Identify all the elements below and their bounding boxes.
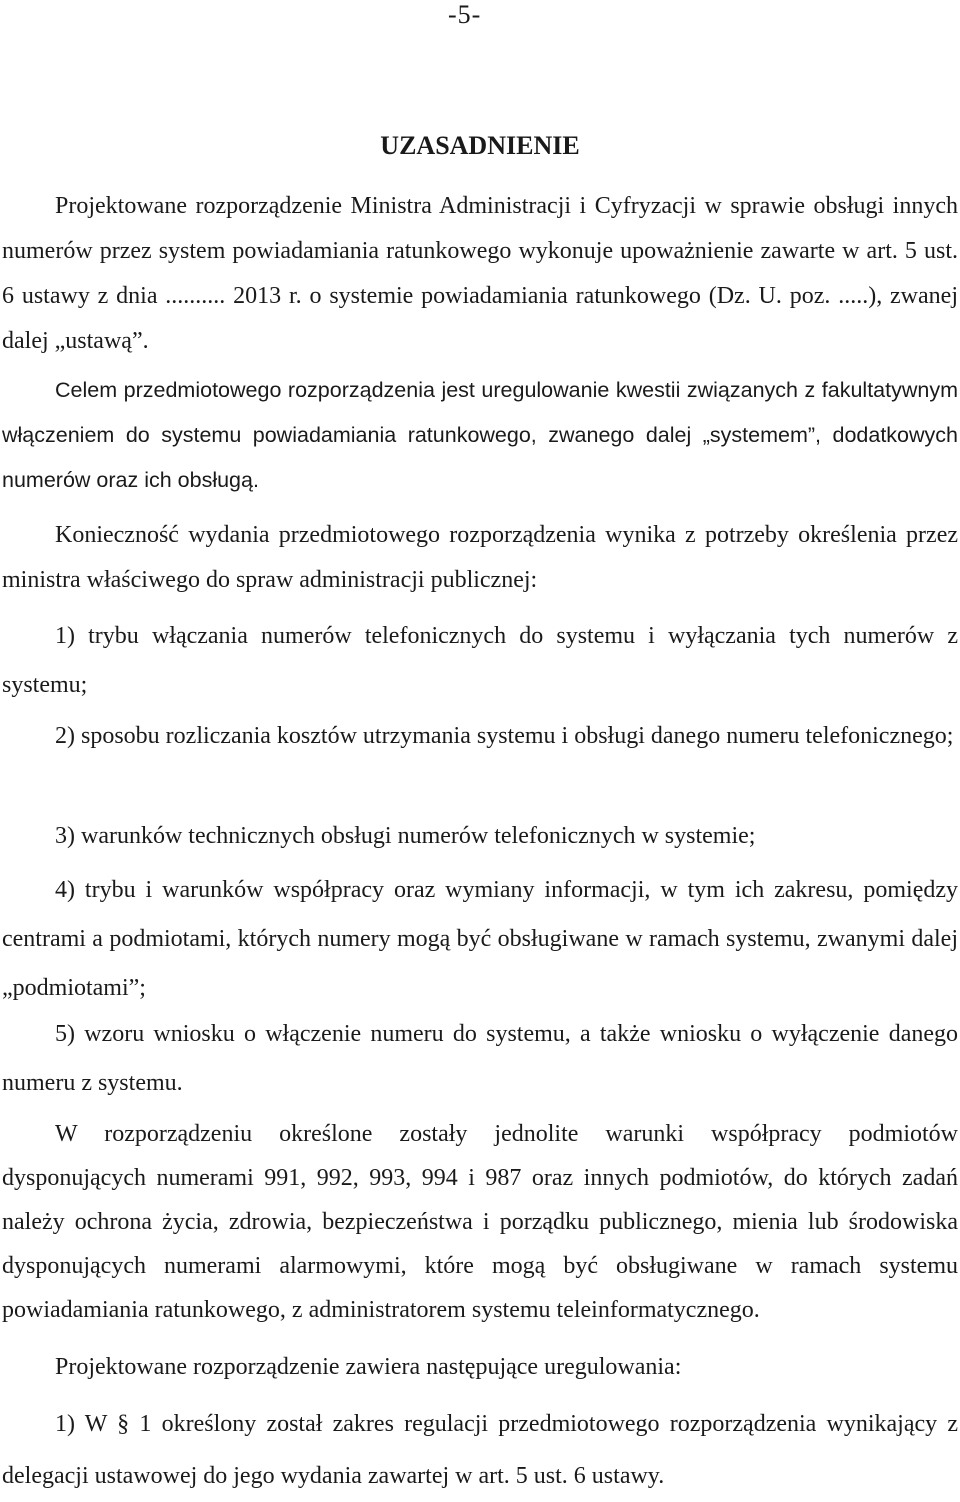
paragraph-rules: W rozporządzeniu określone zostały jednolite warunki współpracy podmiotów dysponujących numerami 991, 992, 993, 994 i 987 oraz innych podmiotów, do których zadań należy ochrona życia, zdrowia, bezpieczeństwa i porządku publicznego, mienia lub środowiska dysponujących numerami alarmowymi, które mogą być obsługiwane w ramach systemu powiadamiania ratunkowego, z administratorem systemu teleinformatycznego. <box>2 1121 958 1323</box>
paragraph-necessity: Konieczność wydania przedmiotowego rozporządzenia wynika z potrzeby określenia przez ministra właściwego do spraw administracji publicznej: <box>2 522 958 593</box>
list-item: 2) sposobu rozliczania kosztów utrzymania systemu i obsługi danego numeru telefonicznego; <box>55 723 954 749</box>
list-item: 5) wzoru wniosku o włączenie numeru do systemu, a także wniosku o wyłączenie danego numeru z systemu. <box>2 1021 958 1096</box>
list-item: 4) trybu i warunków współpracy oraz wymiany informacji, w tym ich zakresu, pomiędzy centrami a podmiotami, których numery mogą być obsługiwane w ramach systemu, zwanymi dalej „podmiotami”; <box>2 877 958 1001</box>
document-title: UZASADNIENIE <box>380 131 580 160</box>
paragraph-regulations-intro: Projektowane rozporządzenie zawiera następujące uregulowania: <box>55 1354 682 1380</box>
paragraph-intro: Projektowane rozporządzenie Ministra Administracji i Cyfryzacji w sprawie obsługi innych numerów przez system powiadamiania ratunkowego wykonuje upoważnienie zawarte w art. 5 ust. 6 ustawy z dnia .......... 2013 r. o systemie powiadamiania ratunkowego (Dz. U. poz. .....), zwanej dalej „ustawą”. <box>2 193 958 354</box>
list-item: 3) warunków technicznych obsługi numerów telefonicznych w systemie; <box>55 823 756 849</box>
list-item: 1) trybu włączania numerów telefonicznych do systemu i wyłączania tych numerów z systemu; <box>2 623 958 698</box>
list-item: 1) W § 1 określony został zakres regulacji przedmiotowego rozporządzenia wynikający z delegacji ustawowej do jego wydania zawartej w art. 5 ust. 6 ustawy. <box>2 1411 958 1489</box>
paragraph-purpose: Celem przedmiotowego rozporządzenia jest uregulowanie kwestii związanych z fakultatywnym włączeniem do systemu powiadamiania ratunkowego, zwanego dalej „systemem”, dodatkowych numerów oraz ich obsługą. <box>2 378 958 492</box>
page-number: -5- <box>448 0 482 29</box>
